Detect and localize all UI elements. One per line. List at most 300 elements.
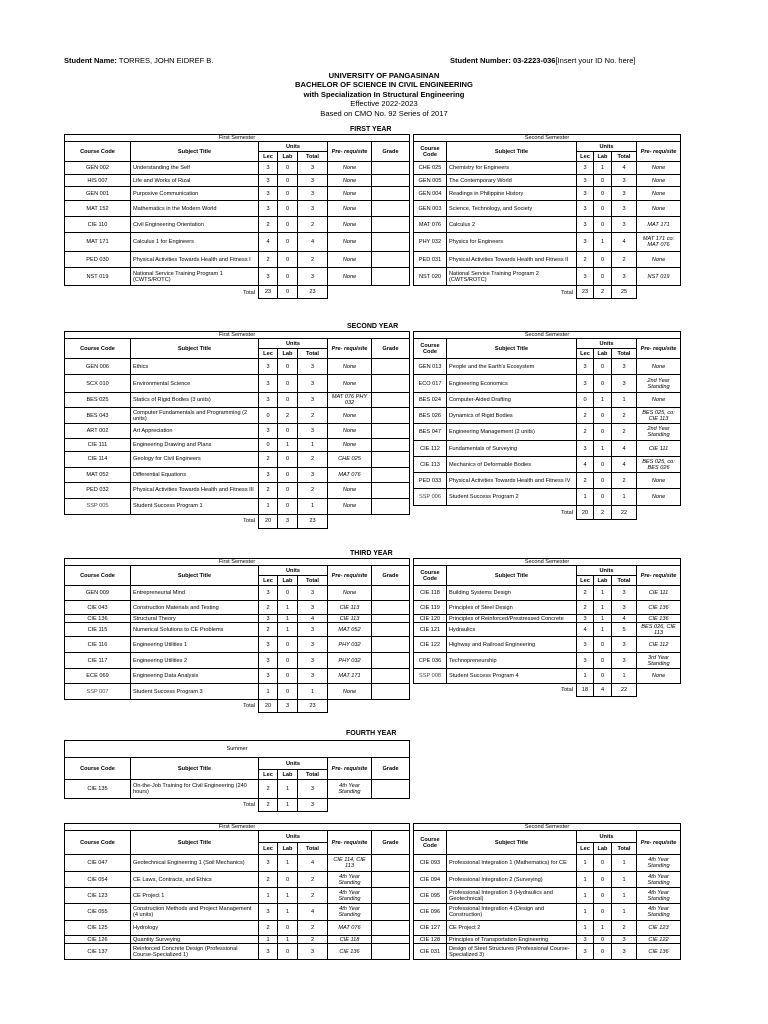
total-label: Total: [243, 802, 255, 809]
course-row: [414, 637, 681, 653]
lab-units: 1: [278, 623, 298, 637]
subject-title: Design of Steel Structures (Professional Course-Specialized 3): [447, 944, 577, 960]
course-code: CIE 127: [414, 921, 447, 936]
total-total: 22: [612, 684, 637, 697]
total-label: Total: [243, 518, 255, 525]
student-name-line: [64, 56, 213, 65]
third-year-first-semester-table: [64, 558, 410, 713]
lec-units: 3: [577, 637, 594, 653]
course-code: CIE 123: [65, 888, 131, 904]
lab-units: 1: [278, 601, 298, 615]
prerequisite: None: [637, 669, 681, 684]
grade-cell[interactable]: [372, 451, 410, 467]
course-code: CIE 095: [414, 888, 447, 904]
prerequisite-header: Pre- requisite: [637, 566, 681, 586]
subject-title: Science, Technology, and Society: [447, 201, 577, 217]
prerequisite: None: [328, 498, 372, 514]
lab-units: 1: [278, 615, 298, 623]
subject-title: Mechanics of Deformable Bodies: [447, 457, 577, 473]
lab-units: 1: [278, 936, 298, 944]
grade-cell[interactable]: [372, 393, 410, 408]
lec-units: 3: [577, 615, 594, 623]
subject-title: Professional Integration 3 (Hydraulics and Geotechnical): [447, 888, 577, 904]
course-row: [414, 615, 681, 623]
total-units: 1: [612, 904, 637, 921]
prerequisite: None: [328, 482, 372, 498]
prerequisite: None: [328, 233, 372, 252]
lab-units: 0: [594, 637, 612, 653]
lec-header: Lec: [577, 576, 594, 586]
course-code: CIE 116: [65, 637, 131, 653]
course-row: [65, 424, 410, 439]
course-row: [414, 187, 681, 201]
first-year-first-semester-table: [64, 134, 410, 299]
subject-title: Calculus 2: [447, 217, 577, 233]
lec-units: 3: [259, 393, 278, 408]
course-code: MAT 152: [65, 201, 131, 217]
course-row: [414, 174, 681, 187]
total-lab: 3: [278, 514, 298, 528]
subject-title: Engineering Utilities 2: [131, 653, 259, 669]
grade-cell[interactable]: [372, 944, 410, 960]
course-code: ECO 017: [414, 375, 447, 393]
course-row: [414, 441, 681, 457]
course-code: GEN 003: [414, 201, 447, 217]
total-units: 4: [298, 904, 328, 921]
total-lec: 20: [259, 514, 278, 528]
course-code: CIE 110: [65, 217, 131, 233]
course-code: CIE 128: [414, 936, 447, 944]
course-row: [65, 921, 410, 936]
course-row: [65, 601, 410, 615]
grade-cell[interactable]: [372, 586, 410, 601]
lec-header: Lec: [259, 770, 278, 780]
subject-title: National Service Training Program 1 (CWTS/ROTC): [131, 268, 259, 286]
total-label: Total: [561, 289, 573, 296]
subject-title: National Service Training Program 2 (CWTS/ROTC): [447, 268, 577, 286]
subject-title: Physical Activities Towards Health and Fitness II: [447, 252, 577, 268]
grade-cell[interactable]: [372, 233, 410, 252]
course-row: [414, 936, 681, 944]
prerequisite: CIE 136: [328, 944, 372, 960]
course-row: [414, 162, 681, 175]
total-total: 23: [298, 286, 328, 299]
course-row: [65, 855, 410, 872]
course-code: BES 047: [414, 424, 447, 441]
prerequisite: None: [328, 268, 372, 286]
grade-cell[interactable]: [372, 669, 410, 684]
lec-units: 2: [577, 473, 594, 489]
lec-units: 3: [259, 904, 278, 921]
prerequisite: None: [637, 187, 681, 201]
course-code: SSP 006: [414, 489, 447, 506]
total-units: 3: [612, 653, 637, 669]
lab-header: Lab: [278, 152, 298, 162]
second-semester-title: Second Semester: [414, 332, 681, 339]
total-units: 1: [298, 438, 328, 451]
total-units: 4: [298, 233, 328, 252]
lab-units: 0: [278, 359, 298, 375]
lab-units: 0: [594, 174, 612, 187]
lab-units: 1: [594, 623, 612, 637]
course-row: [65, 498, 410, 514]
lab-units: 1: [278, 888, 298, 904]
course-code: CIE 115: [65, 623, 131, 637]
prerequisite: None: [637, 489, 681, 506]
grade-cell[interactable]: [372, 467, 410, 482]
total-units: 1: [612, 669, 637, 684]
total-header: Total: [298, 843, 328, 855]
total-units: 2: [612, 473, 637, 489]
prerequisite: None: [328, 375, 372, 393]
lec-units: 1: [577, 489, 594, 506]
prerequisite: 4th Year Standing: [328, 888, 372, 904]
first-semester-title: First Semester: [65, 559, 410, 566]
subject-title: Fundamentals of Surveying: [447, 441, 577, 457]
course-code: CIE 031: [414, 944, 447, 960]
lec-units: 3: [259, 375, 278, 393]
grade-cell[interactable]: [372, 375, 410, 393]
total-units: 4: [298, 615, 328, 623]
prerequisite: CIE 136: [637, 944, 681, 960]
subject-title: Professional Integration 4 (Design and Construction): [447, 904, 577, 921]
course-code: PED 032: [65, 482, 131, 498]
lec-units: 2: [259, 921, 278, 936]
course-code: GEN 006: [65, 359, 131, 375]
course-row: [65, 201, 410, 217]
total-units: 2: [298, 217, 328, 233]
prerequisite: CIE 112: [637, 637, 681, 653]
third-year-heading: THIRD YEAR: [350, 550, 393, 557]
lec-units: 3: [577, 233, 594, 252]
total-units: 3: [298, 586, 328, 601]
course-row: [65, 888, 410, 904]
grade-cell[interactable]: [372, 904, 410, 921]
course-row: [65, 872, 410, 888]
course-row: [65, 217, 410, 233]
lab-units: 0: [278, 669, 298, 684]
fourth-year-second-semester-table: [413, 823, 681, 960]
program-name: BACHELOR OF SCIENCE IN CIVIL ENGINEERING: [295, 80, 473, 90]
grade-cell[interactable]: [372, 408, 410, 424]
grade-cell[interactable]: [372, 653, 410, 669]
student-name-label: Student Name:: [64, 56, 117, 65]
course-row: [65, 467, 410, 482]
prerequisite: MAT 171 co: MAT 076: [637, 233, 681, 252]
total-lab: 1: [278, 799, 298, 812]
course-code: CIE 113: [414, 457, 447, 473]
prerequisite: 4th Year Standing: [637, 855, 681, 872]
prerequisite: BES 026, CIE 113: [637, 623, 681, 637]
course-code-header: Course Code: [65, 566, 131, 586]
subject-title: Physics for Engineers: [447, 233, 577, 252]
course-row: [65, 408, 410, 424]
lab-units: 0: [278, 375, 298, 393]
course-code: PED 030: [65, 252, 131, 268]
total-units: 3: [298, 637, 328, 653]
total-lec: 23: [259, 286, 278, 299]
prerequisite: CIE 136: [637, 615, 681, 623]
course-row: [414, 586, 681, 601]
total-row: [414, 506, 681, 520]
lab-header: Lab: [278, 349, 298, 359]
total-lec: 20: [259, 700, 278, 713]
grade-cell[interactable]: [372, 615, 410, 623]
second-semester-title: Second Semester: [414, 135, 681, 142]
lab-header: Lab: [594, 843, 612, 855]
total-row: [65, 799, 410, 812]
total-lab: 2: [594, 286, 612, 299]
total-header: Total: [298, 349, 328, 359]
lec-header: Lec: [259, 349, 278, 359]
subject-title: People and the Earth's Ecosystem: [447, 359, 577, 375]
university-name: UNIVERSITY OF PANGASINAN: [328, 71, 440, 80]
grade-header: Grade: [372, 566, 410, 586]
course-row: [414, 653, 681, 669]
grade-cell[interactable]: [372, 601, 410, 615]
prerequisite: CIE 111: [637, 586, 681, 601]
grade-cell[interactable]: [372, 921, 410, 936]
course-code: BES 026: [414, 408, 447, 424]
prerequisite: 2nd Year Standing: [637, 424, 681, 441]
lab-units: 0: [278, 393, 298, 408]
grade-cell[interactable]: [372, 268, 410, 286]
subject-title: Building Systems Design: [447, 586, 577, 601]
first-year-second-semester-table: [413, 134, 681, 299]
total-units: 3: [612, 586, 637, 601]
grade-cell[interactable]: [372, 855, 410, 872]
grade-cell[interactable]: [372, 482, 410, 498]
total-units: 3: [612, 174, 637, 187]
subject-title: Geology for Civil Engineers: [131, 451, 259, 467]
course-row: [65, 438, 410, 451]
lab-units: 0: [594, 855, 612, 872]
subject-title: Hydrology: [131, 921, 259, 936]
prerequisite: MAT 171: [328, 669, 372, 684]
lab-units: 0: [594, 653, 612, 669]
subject-title: Physical Activities Towards Health and Fitness I: [131, 252, 259, 268]
grade-cell[interactable]: [372, 217, 410, 233]
course-code: CIE 112: [414, 441, 447, 457]
prerequisite: CIE 136: [637, 601, 681, 615]
total-units: 3: [298, 174, 328, 187]
grade-cell[interactable]: [372, 174, 410, 187]
lab-units: 0: [594, 201, 612, 217]
course-row: [414, 489, 681, 506]
total-units: 3: [612, 936, 637, 944]
grade-cell[interactable]: [372, 438, 410, 451]
course-row: [65, 615, 410, 623]
course-row: [65, 780, 410, 799]
subject-title: Physical Activities Towards Health and Fitness III: [131, 482, 259, 498]
lec-header: Lec: [259, 152, 278, 162]
prerequisite: 4th Year Standing: [637, 872, 681, 888]
lec-units: 1: [577, 669, 594, 684]
grade-cell[interactable]: [372, 637, 410, 653]
lab-units: 1: [594, 921, 612, 936]
prerequisite: CIE 111: [637, 441, 681, 457]
grade-cell[interactable]: [372, 187, 410, 201]
grade-cell[interactable]: [372, 252, 410, 268]
lab-units: 0: [278, 268, 298, 286]
total-lab: 4: [594, 684, 612, 697]
total-units: 3: [298, 375, 328, 393]
subject-title: Entrepreneurial Mind: [131, 586, 259, 601]
subject-title: Understanding the Self: [131, 162, 259, 175]
subject-title: Professional Integration 1 (Mathematics) for CE: [447, 855, 577, 872]
course-code: GEN 013: [414, 359, 447, 375]
total-header: Total: [298, 152, 328, 162]
total-units: 2: [612, 424, 637, 441]
course-row: [65, 669, 410, 684]
lab-units: 0: [278, 482, 298, 498]
lec-units: 3: [577, 201, 594, 217]
prerequisite: None: [637, 201, 681, 217]
course-code: NST 020: [414, 268, 447, 286]
prerequisite: None: [328, 359, 372, 375]
course-code: CIE 136: [65, 615, 131, 623]
total-units: 3: [612, 187, 637, 201]
lab-units: 1: [594, 162, 612, 175]
grade-cell[interactable]: [372, 201, 410, 217]
total-units: 2: [298, 936, 328, 944]
course-row: [65, 233, 410, 252]
lab-units: 0: [278, 653, 298, 669]
course-code: MAT 076: [414, 217, 447, 233]
total-units: 2: [298, 921, 328, 936]
lab-units: 1: [278, 855, 298, 872]
subject-title: Structural Theory: [131, 615, 259, 623]
lec-units: 1: [577, 888, 594, 904]
grade-cell[interactable]: [372, 684, 410, 700]
lab-units: 0: [278, 451, 298, 467]
grade-cell[interactable]: [372, 359, 410, 375]
total-units: 2: [612, 921, 637, 936]
course-code: HIS 007: [65, 174, 131, 187]
prerequisite: None: [328, 586, 372, 601]
total-row: [414, 286, 681, 299]
lab-units: 0: [278, 498, 298, 514]
lab-header: Lab: [278, 770, 298, 780]
course-code: CIE 096: [414, 904, 447, 921]
total-units: 2: [298, 252, 328, 268]
total-units: 3: [298, 268, 328, 286]
total-lab: 0: [278, 286, 298, 299]
course-row: [65, 268, 410, 286]
total-units: 3: [612, 359, 637, 375]
course-code: BES 024: [414, 393, 447, 408]
units-header: Units: [577, 566, 637, 576]
lec-units: 3: [259, 637, 278, 653]
total-units: 2: [298, 872, 328, 888]
prerequisite: None: [328, 408, 372, 424]
second-year-first-semester-table: [64, 331, 410, 529]
total-units: 1: [612, 393, 637, 408]
units-header: Units: [259, 142, 328, 152]
lec-units: 3: [577, 162, 594, 175]
course-row: [414, 457, 681, 473]
total-units: 4: [612, 162, 637, 175]
total-units: 4: [298, 855, 328, 872]
total-units: 1: [298, 684, 328, 700]
course-code: CIE 118: [414, 586, 447, 601]
prerequisite: None: [328, 162, 372, 175]
grade-cell[interactable]: [372, 872, 410, 888]
lec-units: 4: [577, 457, 594, 473]
prerequisite: 2nd Year Standing: [637, 375, 681, 393]
course-row: [414, 393, 681, 408]
total-header: Total: [298, 576, 328, 586]
lec-units: 1: [259, 684, 278, 700]
grade-header: Grade: [372, 831, 410, 855]
subject-title: CE Project 2: [447, 921, 577, 936]
prerequisite: CHE 025: [328, 451, 372, 467]
lec-units: 2: [577, 586, 594, 601]
grade-cell[interactable]: [372, 936, 410, 944]
lab-units: 0: [278, 872, 298, 888]
course-row: [414, 424, 681, 441]
units-header: Units: [577, 831, 637, 843]
lec-units: 1: [259, 888, 278, 904]
course-code-header: Course Code: [414, 566, 447, 586]
grade-cell[interactable]: [372, 888, 410, 904]
lab-units: 0: [278, 201, 298, 217]
prerequisite: None: [328, 187, 372, 201]
grade-cell[interactable]: [372, 162, 410, 175]
lec-units: 3: [259, 653, 278, 669]
course-code: GEN 001: [65, 187, 131, 201]
total-units: 1: [612, 888, 637, 904]
lab-header: Lab: [594, 349, 612, 359]
lec-units: 3: [259, 268, 278, 286]
course-code: CIE 137: [65, 944, 131, 960]
lab-units: 0: [278, 467, 298, 482]
lec-units: 4: [259, 233, 278, 252]
course-code: CIE 126: [65, 936, 131, 944]
course-code: CIE 119: [414, 601, 447, 615]
lab-units: 0: [278, 162, 298, 175]
subject-title: Computer Fundamentals and Programming (2 units): [131, 408, 259, 424]
total-header: Total: [612, 349, 637, 359]
grade-cell[interactable]: [372, 623, 410, 637]
subject-title-header: Subject Title: [447, 831, 577, 855]
prerequisite: None: [328, 424, 372, 439]
lec-units: 2: [259, 217, 278, 233]
course-code: SSP 008: [414, 669, 447, 684]
subject-title-header: Subject Title: [131, 142, 259, 162]
grade-cell[interactable]: [372, 780, 410, 799]
lec-units: 2: [577, 601, 594, 615]
grade-cell[interactable]: [372, 424, 410, 439]
lab-units: 0: [594, 375, 612, 393]
prerequisite: None: [328, 684, 372, 700]
subject-title: Reinforced Concrete Design (Professional Course-Specialized 1): [131, 944, 259, 960]
course-row: [414, 872, 681, 888]
prerequisite: CIE 114, CIE 113: [328, 855, 372, 872]
course-row: [414, 904, 681, 921]
course-code: SSP 007: [65, 684, 131, 700]
grade-cell[interactable]: [372, 498, 410, 514]
lec-units: 1: [577, 855, 594, 872]
subject-title: Engineering Utilities 1: [131, 637, 259, 653]
course-row: [414, 217, 681, 233]
total-lab: 3: [278, 700, 298, 713]
prerequisite-header: Pre- requisite: [328, 142, 372, 162]
total-units: 2: [612, 252, 637, 268]
course-code: PED 033: [414, 473, 447, 489]
total-units: 3: [298, 201, 328, 217]
course-row: [65, 174, 410, 187]
